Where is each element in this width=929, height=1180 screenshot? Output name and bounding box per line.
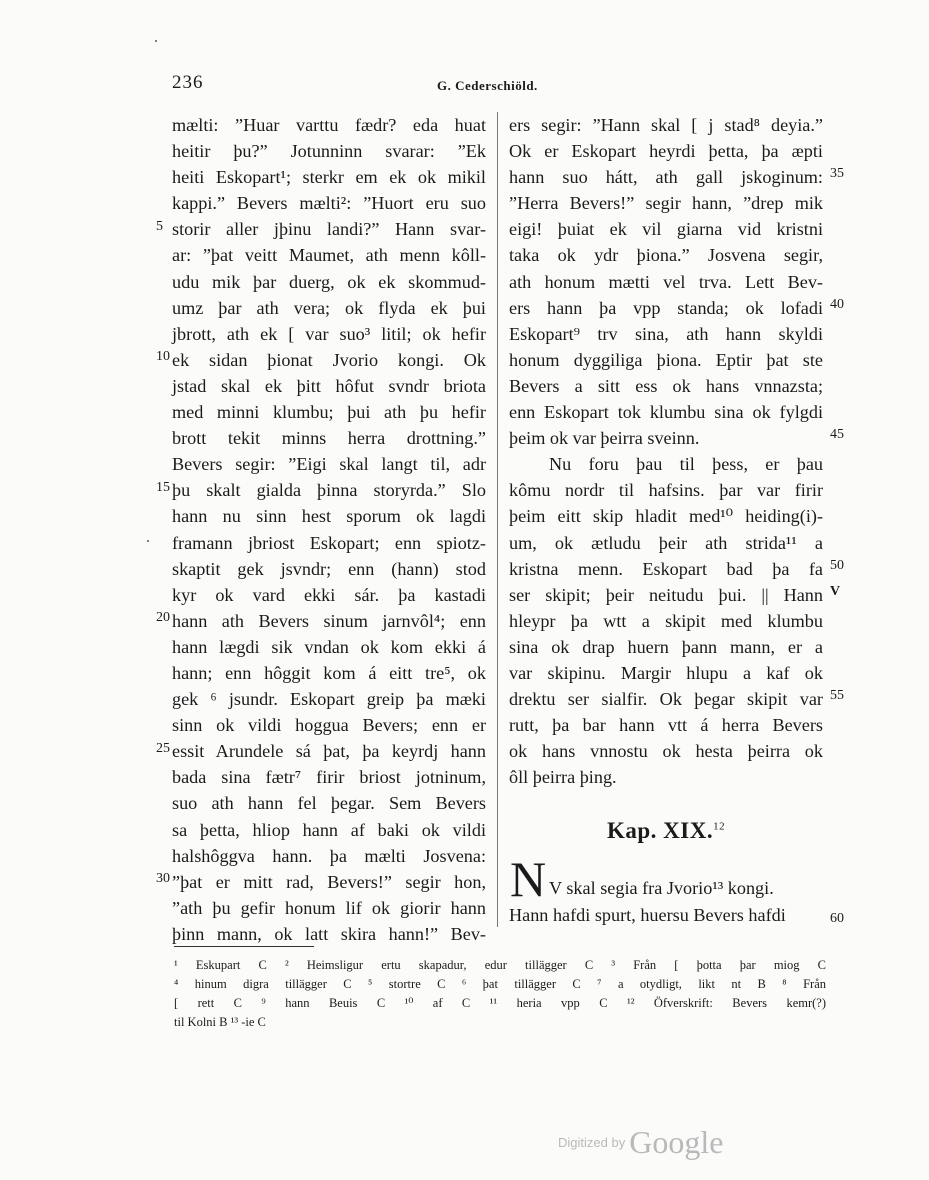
text-line: brott tekit minns herra drottning.” bbox=[172, 428, 486, 449]
right-text-column bbox=[509, 112, 823, 790]
text-line: heitir þu?” Jotunninn svarar: ”Ek bbox=[172, 141, 486, 162]
line-number: 20 bbox=[156, 610, 170, 625]
text-line: rutt, þa bar hann vtt á herra Bevers bbox=[509, 715, 823, 736]
watermark-prefix: Digitized by bbox=[558, 1135, 626, 1150]
text-line: halshôggva hann. þa mælti Josvena: bbox=[172, 845, 486, 866]
text-line: um, ok ætludu þeir ath strida¹¹ a bbox=[509, 532, 823, 553]
chapter-heading-note: 12 bbox=[713, 820, 726, 833]
text-line: umz þar ath vera; ok flyda ek þui bbox=[172, 297, 486, 318]
text-line: hann nu sinn hest sporum ok lagdi bbox=[172, 506, 486, 527]
text-line: hleypr þa wtt a skipit med klumbu bbox=[509, 610, 823, 631]
text-line: honum dyggiliga þiona. Eptir þat ste bbox=[509, 349, 823, 370]
chapter-heading bbox=[607, 818, 725, 844]
chapter-text-line: V skal segia fra Jvorio¹³ kongi. bbox=[549, 878, 774, 898]
text-line: ser skipit; þeir neitudu þui. || Hann bbox=[509, 584, 823, 605]
text-line: ”Herra Bevers!” segir hann, ”drep mik bbox=[509, 193, 823, 214]
text-line: kristna menn. Eskopart bad þa fa bbox=[509, 558, 823, 579]
text-line: ”ath þu gefir honum lif ok giorir hann bbox=[172, 897, 486, 918]
text-line: ers segir: ”Hann skal [ j stad⁸ deyia.” bbox=[509, 115, 823, 135]
text-line: var skipinu. Margir hlupu a kaf ok bbox=[509, 662, 823, 683]
line-number: 30 bbox=[156, 871, 170, 886]
text-line: heiti Eskopart¹; sterkr em ek ok mikil bbox=[172, 167, 486, 188]
text-line: hann lægdi sik vndan ok kom ekki á bbox=[172, 636, 486, 657]
column-divider bbox=[497, 112, 498, 927]
footnote-line: til Kolni B ¹³ -ie C bbox=[174, 1015, 266, 1029]
footnote-rule bbox=[174, 946, 314, 947]
text-line: udu mik þar duerg, ok ek skommud- bbox=[172, 271, 486, 292]
text-line: ôll þeirra þing. bbox=[509, 767, 617, 788]
text-line: Bevers segir: ”Eigi skal langt til, adr bbox=[172, 454, 486, 475]
text-line: framann jbriost Eskopart; enn spiotz- bbox=[172, 532, 486, 553]
line-number: 15 bbox=[156, 480, 170, 495]
footnote-line: ⁴ hinum digra tillägger C ⁵ stortre C ⁶ þat tillägger C ⁷ a otydligt, likt nt B ⁸ Från bbox=[174, 977, 826, 991]
text-line: þinn mann, ok latt skira hann!” Bev- bbox=[172, 923, 486, 944]
line-number: 55 bbox=[830, 688, 844, 703]
text-line: sina ok drap huern þann mann, er a bbox=[509, 636, 823, 657]
text-line: sa þetta, hliop hann af baki ok vildi bbox=[172, 819, 486, 840]
line-number: 60 bbox=[830, 911, 844, 926]
scan-speck bbox=[147, 540, 149, 542]
text-line: þeim ok var þeirra sveinn. bbox=[509, 428, 700, 449]
line-number: 25 bbox=[156, 741, 170, 756]
text-line: þu skalt gialda þinna storyrda.” Slo bbox=[172, 480, 486, 501]
text-line: jbrott, ath ek [ var suo³ litil; ok hefir bbox=[172, 323, 486, 344]
text-line: skaptit gek jsvndr; enn (hann) stod bbox=[172, 558, 486, 579]
text-line: suo ath hann fel þegar. Sem Bevers bbox=[172, 793, 486, 814]
text-line: hann; enn hôggit kom á eitt tre⁵, ok bbox=[172, 662, 486, 683]
watermark-brand: Google bbox=[629, 1124, 724, 1160]
digitized-watermark bbox=[558, 1124, 723, 1161]
footnote-line: ¹ Eskupart C ² Heimsligur ertu skapadur, edur tillägger C ³ Från [ þotta þar miog C bbox=[174, 958, 826, 972]
text-line: þeim eitt skip hladit med¹⁰ heiding(i)- bbox=[509, 506, 823, 527]
text-line: kômu nordr til hafsins. þar var firir bbox=[509, 480, 823, 501]
chapter-heading-text: Kap. XIX. bbox=[607, 818, 714, 843]
scan-speck bbox=[155, 40, 157, 42]
footnote-line: [ rett C ⁹ hann Beuis C ¹⁰ af C ¹¹ heria vpp C ¹² Öfverskrift: Bevers kemr(?) bbox=[174, 996, 826, 1010]
text-line: bada sina fætr⁷ firir briost jotninum, bbox=[172, 767, 486, 788]
text-line: ers hann þa vpp standa; ok lofadi bbox=[509, 297, 823, 318]
text-line: ar: ”þat veitt Maumet, ath menn kôll- bbox=[172, 245, 486, 266]
page-number: 236 bbox=[172, 72, 204, 93]
text-line: kyr ok vard ekki sár. þa kastadi bbox=[172, 584, 486, 605]
line-number: 10 bbox=[156, 349, 170, 364]
text-line: Nu foru þau til þess, er þau bbox=[549, 454, 823, 475]
text-line: Bevers a sitt ess ok hans vnnazsta; bbox=[509, 375, 823, 396]
line-number: 35 bbox=[830, 166, 844, 181]
text-line: drektu ser sialfir. Ok þegar skipit var bbox=[509, 689, 823, 710]
chapter-text-line: Hann hafdi spurt, huersu Bevers hafdi bbox=[509, 905, 786, 925]
text-line: gek ⁶ jsundr. Eskopart greip þa mæki bbox=[172, 689, 486, 710]
text-line: ek sidan þionat Jvorio kongi. Ok bbox=[172, 349, 486, 370]
text-line: ok hans vnnostu ok hesta þeirra ok bbox=[509, 741, 823, 762]
text-line: ath honum mætti vel trva. Lett Bev- bbox=[509, 271, 823, 292]
text-line: Ok er Eskopart heyrdi þetta, þa æpti bbox=[509, 141, 823, 162]
text-line: taka ok ydr þiona.” Josvena segir, bbox=[509, 245, 823, 266]
text-line: storir aller jþinu landi?” Hann svar- bbox=[172, 219, 486, 240]
text-line: ”þat er mitt rad, Bevers!” segir hon, bbox=[172, 871, 486, 892]
line-number: 40 bbox=[830, 297, 844, 312]
line-number: 5 bbox=[156, 219, 163, 234]
text-line: kappi.” Bevers mælti²: ”Huort eru suo bbox=[172, 193, 486, 214]
footnotes bbox=[174, 956, 826, 1032]
line-number: 45 bbox=[830, 427, 844, 442]
text-line: hann suo hátt, ath gall jskoginum: bbox=[509, 167, 823, 188]
text-line: enn Eskopart tok klumbu sina ok fylgdi bbox=[509, 402, 823, 423]
text-line: med minni klumbu; þui ath þu hefir bbox=[172, 402, 486, 423]
left-text-column bbox=[172, 112, 486, 947]
running-title: G. Cederschiöld. bbox=[437, 78, 538, 93]
text-line: hann ath Bevers sinum jarnvôl⁴; enn bbox=[172, 610, 486, 631]
drop-initial: N bbox=[510, 851, 547, 907]
text-line: Eskopart⁹ trv sina, ath hann skyldi bbox=[509, 323, 823, 344]
line-number: V bbox=[830, 584, 841, 599]
text-line: jstad skal ek þitt hôfut svndr briota bbox=[172, 375, 486, 396]
text-line: mælti: ”Huar varttu fædr? eda huat bbox=[172, 115, 486, 135]
text-line: eigi! þuiat ek vil giarna vid kristni bbox=[509, 219, 823, 240]
line-number: 50 bbox=[830, 558, 844, 573]
text-line: sinn ok vildi hoggua Bevers; enn er bbox=[172, 715, 486, 736]
text-line: essit Arundele sá þat, þa keyrdj hann bbox=[172, 741, 486, 762]
